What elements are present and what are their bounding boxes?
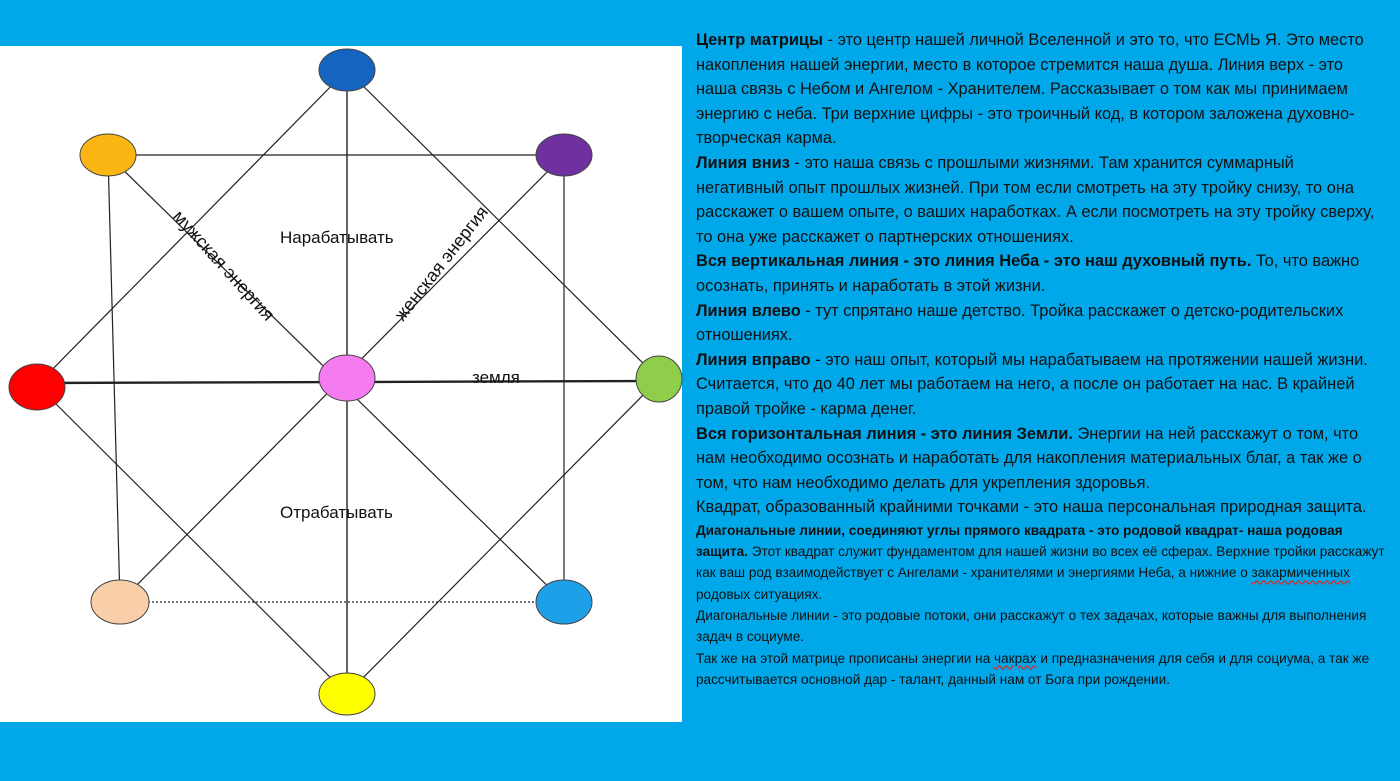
label-earth: земля (472, 368, 520, 387)
para-horizontal: Вся горизонтальная линия - это линия Земли. Энергии на ней расскажут о том, что нам необходимо осознать и наработать для накопления материальных благ, а так же о том, что нам необходимо делать для укрепления здоровья. (696, 424, 1362, 492)
description-text (696, 28, 1386, 690)
para-square: Квадрат, образованный крайними точками - это наша персональная природная защита. (696, 498, 1367, 517)
label-lower: Отрабатывать (280, 503, 393, 522)
node-bottom-right (536, 580, 592, 624)
diamond-line-top-right (347, 70, 659, 379)
para-line-right: Линия вправо - это наш опыт, который мы нарабатываем на протяжении нашей жизни. Считается, что до 40 лет мы работаем на него, а после он работает на нас. В крайней правой тройке - карма денег. (696, 350, 1368, 418)
node-top-right (536, 134, 592, 176)
square-left-line (108, 155, 120, 602)
para-center: Центр матрицы - это центр нашей личной Вселенной и это то, что ЕСМЬ Я. Это место накопления нашей энергии, место в которое стремится наша душа. Линия верх - это наша связь с Небом и Ангелом - Хранителем. Рассказывает о том как мы принимаем энергию с неба. Три верхние цифры - это троичный код, в котором заложена духовно-творческая карма. (696, 31, 1364, 148)
label-male-energy: мужская энергия (169, 206, 279, 325)
para-vertical: Вся вертикальная линия - это линия Неба - это наш духовный путь. То, что важно осознать, принять и наработать в этой жизни. (696, 252, 1360, 295)
matrix-diagram (0, 0, 682, 781)
diamond-line-bottom-left (37, 385, 347, 694)
node-top (319, 49, 375, 91)
label-upper: Нарабатывать (280, 228, 394, 247)
para-diagonal-square: Диагональные линии, соединяют углы прямого квадрата - это родовой квадрат- наша родовая защита. Этот квадрат служит фундаментом для нашей жизни во всех её сферах. Верхние тройки расскажут как ваш род взаимодействует с Ангелами - хранителями и энергиями Неба, а нижние о закармиченных родовых ситуациях. (696, 522, 1385, 602)
para-line-down: Линия вниз - это наша связь с прошлыми жизнями. Там хранится суммарный негативный опыт прошлых жизней. При том если смотреть на эту тройку снизу, то она расскажет о вашем опыте, о ваших наработках. А если посмотреть на эту тройку сверху, то она уже расскажет о партнерских отношениях. (696, 153, 1375, 246)
para-line-left: Линия влево - тут спрятано наше детство. Тройка расскажет о детско-родительских отношениях. (696, 301, 1344, 345)
node-bottom (319, 673, 375, 715)
node-right (636, 356, 682, 402)
diamond-line-right-bottom (347, 379, 659, 694)
para-diagonal-lines: Диагональные линии - это родовые потоки, они расскажут о тех задачах, которые важны для выполнения задач в социуме. (696, 608, 1367, 645)
label-female-energy: женская энергия (390, 202, 493, 325)
node-left (9, 364, 65, 410)
node-top-left (80, 134, 136, 176)
node-bottom-left (91, 580, 149, 624)
node-center (319, 355, 375, 401)
para-chakras: Так же на этой матрице прописаны энергии на чакрах и предназначения для себя и для социума, а так же рассчитывается основной дар - талант, данный нам от Бога при рождении. (696, 650, 1370, 687)
